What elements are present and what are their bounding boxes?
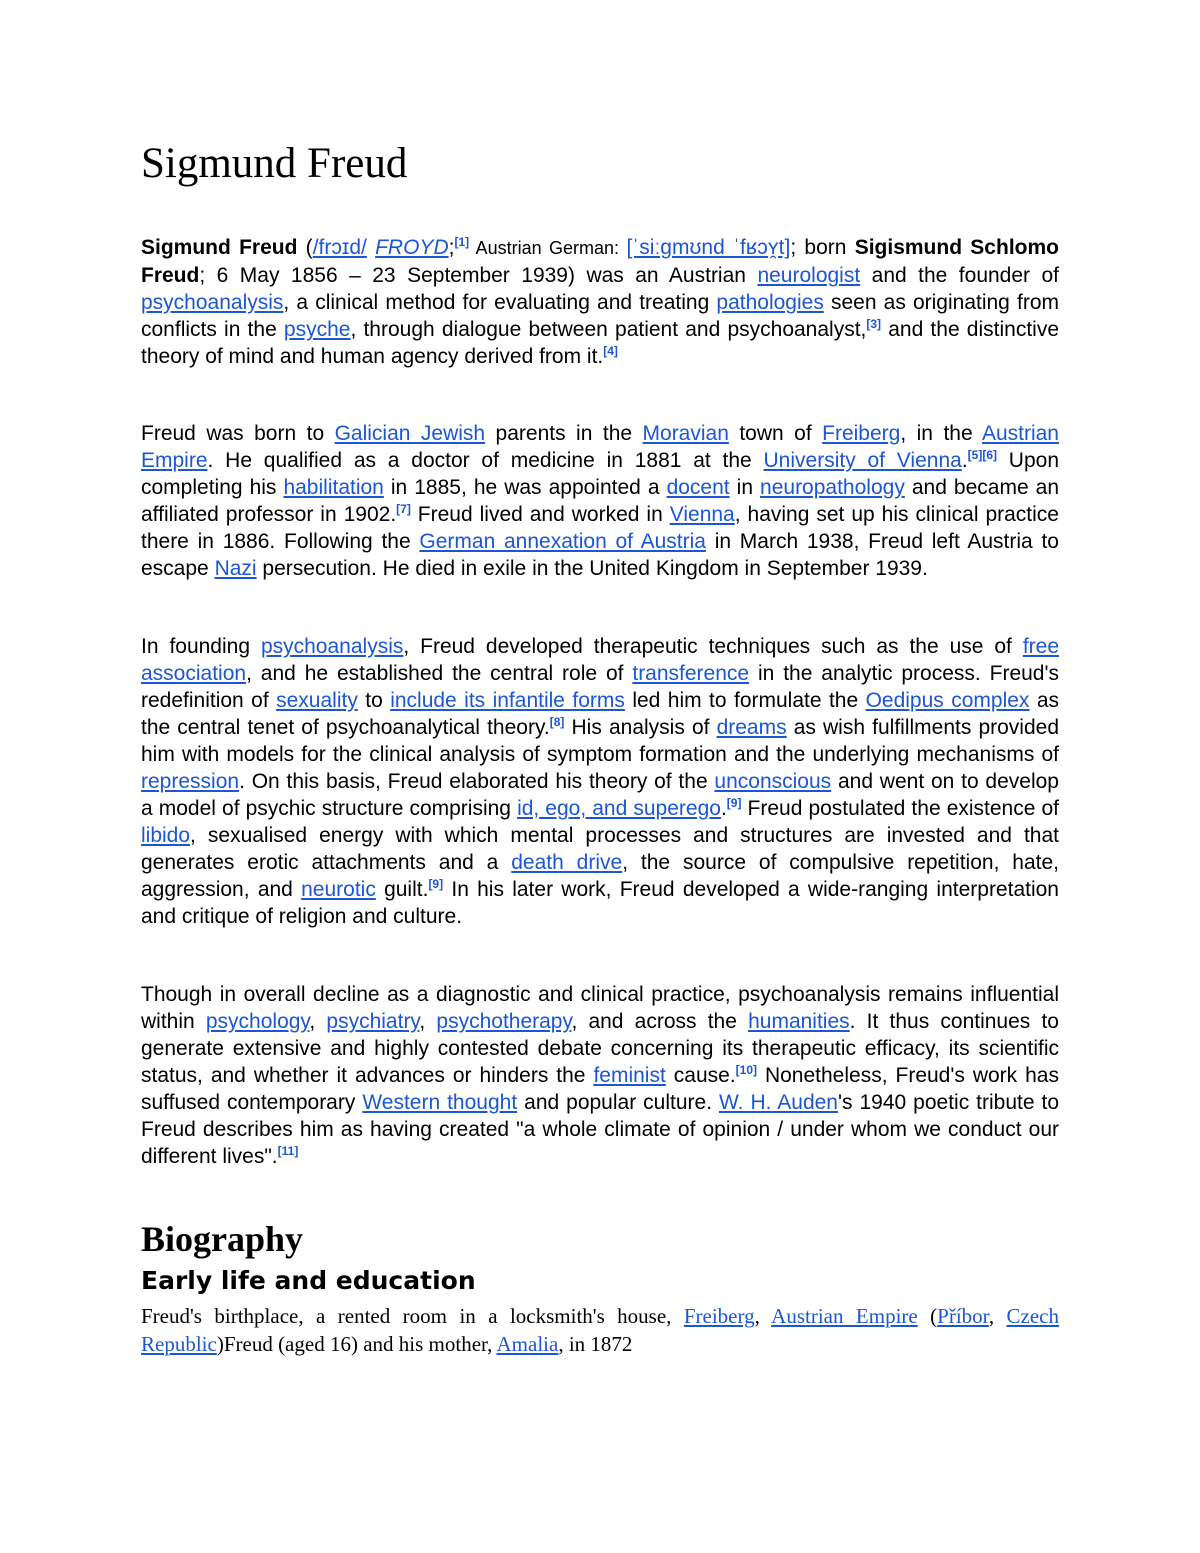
reference-10[interactable] [736,1063,757,1077]
text: led him to formulate the [624,689,866,712]
text: cause. [665,1064,736,1087]
link-neurologist[interactable]: neurologist [757,264,861,287]
text: in the analytic process. Freud's redefinition of [141,662,1059,712]
text: ; born [790,236,855,259]
text: seen as originating from conflicts in the [141,291,1059,341]
reference-9b[interactable] [428,877,443,891]
text: In founding [141,635,261,658]
link-freiberg[interactable]: Freiberg [822,422,901,445]
text: guilt. [375,878,429,901]
text: and went on to develop a model of psychic structure comprising [141,770,1059,820]
birth-paragraph [141,420,1059,582]
reference-link[interactable]: [5][6] [967,448,997,462]
link-id-ego-superego[interactable]: id, ego, and superego [517,797,721,820]
text: , and he established the central role of [246,662,633,685]
link-pathologies[interactable]: pathologies [716,291,824,314]
link-docent[interactable]: docent [666,476,730,499]
link-german-annexation[interactable]: German annexation of Austria [419,530,706,553]
text: persecution. He died in exile in the United Kingdom in September 1939. [256,557,928,580]
text: Upon completing his [141,449,1059,499]
text: , having set up his clinical practice there in 1886. Following the [141,503,1059,553]
link-austrian-empire[interactable]: Austrian Empire [771,1304,918,1328]
text: , a clinical method for evaluating and treating [283,291,717,314]
link-feminist[interactable]: feminist [593,1064,666,1087]
text: , Freud developed therapeutic techniques such as the use of [403,635,1023,658]
link-czech-republic[interactable]: Czech Republic [141,1304,1060,1356]
text: Austrian German: [469,238,627,258]
text: Freud postulated the existence of [741,797,1059,820]
early-life-heading: Early life and education [141,1266,476,1295]
text: )Freud (aged 16) and his mother, [216,1332,497,1356]
bold-birth-name: Sigismund Schlomo Freud [141,236,1059,287]
text: , [754,1304,772,1328]
link-psychoanalysis[interactable]: psychoanalysis [141,291,284,314]
reference-link[interactable]: [8] [549,715,565,729]
link-sexuality[interactable]: sexuality [276,689,358,712]
text: as the central tenet of psychoanalytical theory. [141,689,1060,739]
text: and the founder of [860,264,1060,287]
text: , the source of compulsive repetition, hate, aggression, and [141,851,1059,901]
text: . On this basis, Freud elaborated his theory of the [239,770,715,793]
text: town of [728,422,823,445]
link-humanities[interactable]: humanities [748,1010,850,1033]
reference-8[interactable] [550,715,565,729]
link-nazi[interactable]: Nazi [214,557,257,580]
biography-heading: Biography [141,1219,304,1259]
influence-paragraph [141,981,1059,1170]
reference-link[interactable]: [3] [866,317,882,331]
reference-1[interactable] [454,235,469,249]
text: , [988,1304,1007,1328]
link-oedipus-complex[interactable]: Oedipus complex [865,689,1030,712]
reference-7[interactable] [396,502,411,516]
german-ipa-link[interactable]: [ˈsiːɡmʊnd ˈfʁɔʏ̯t] [626,236,791,259]
text: , [309,1010,327,1033]
text: , and across the [571,1010,749,1033]
reference-3[interactable] [866,317,881,331]
text: and popular culture. [517,1091,719,1114]
link-psyche[interactable]: psyche [283,318,351,341]
text: and the distinctive theory of mind and human agency derived from it. [141,318,1059,368]
intro-paragraph [141,234,1059,370]
text: . [961,449,968,472]
text: and became an affiliated professor in 1902. [141,476,1060,526]
text [367,236,375,259]
text: . [720,797,727,820]
reference-5-6[interactable] [968,448,997,462]
reference-link[interactable]: [11] [277,1144,299,1158]
text: , [419,1010,437,1033]
reference-link[interactable]: [1] [454,235,470,249]
reference-11[interactable] [278,1144,299,1158]
text: as wish fulfillments provided him with models for the clinical analysis of symptom formation and the underlying mechanisms of [141,716,1059,766]
link-unconscious[interactable]: unconscious [714,770,832,793]
reference-link[interactable]: [7] [396,502,411,516]
link-freiberg[interactable]: Freiberg [683,1304,755,1328]
text: to [357,689,391,712]
link-free-association[interactable]: free association [141,635,1059,685]
text: ; 6 May 1856 – 23 September 1939) was an Austrian [199,264,758,287]
page-title: Sigmund Freud [141,140,408,187]
link-university-of-vienna[interactable]: University of Vienna [763,449,962,472]
text: . He qualified as a doctor of medicine in 1881 at the [207,449,764,472]
link-moravian[interactable]: Moravian [642,422,729,445]
psychoanalysis-paragraph [141,633,1059,930]
link-vienna[interactable]: Vienna [669,503,735,526]
link-repression[interactable]: repression [141,770,240,793]
link-amalia[interactable]: Amalia [496,1332,559,1356]
text: , in 1872 [558,1332,633,1356]
link-psychiatry[interactable]: psychiatry [326,1010,420,1033]
text: , through dialogue between patient and psychoanalyst, [350,318,867,341]
link-galician-jewish[interactable]: Galician Jewish [334,422,486,445]
link-psychotherapy[interactable]: psychotherapy [436,1010,572,1033]
text: In his later work, Freud developed a wide-ranging interpretation and critique of religion and culture. [141,878,1059,928]
text: Freud lived and worked in [410,503,670,526]
link-austrian-empire[interactable]: Austrian Empire [141,422,1059,472]
froyd-link[interactable]: FROYD [375,236,449,259]
text: ( [917,1304,938,1328]
reference-link[interactable]: [9] [726,796,742,810]
text: ; [448,236,455,259]
link-transference[interactable]: transference [632,662,750,685]
text: in [729,476,761,499]
link-dreams[interactable]: dreams [716,716,787,739]
link-neurotic[interactable]: neurotic [301,878,376,901]
reference-link[interactable]: [9] [428,877,444,891]
text: in March 1938, Freud left Austria to escape [141,530,1059,580]
text: in 1885, he was appointed a [383,476,667,499]
link-psychoanalysis[interactable]: psychoanalysis [260,635,404,658]
reference-link[interactable]: [4] [603,344,618,358]
link-western-thought[interactable]: Western thought [362,1091,518,1114]
link-psychology[interactable]: psychology [205,1010,310,1033]
reference-4[interactable] [603,344,618,358]
text: Freud was born to [141,422,335,445]
link-habilitation[interactable]: habilitation [283,476,384,499]
link-death-drive[interactable]: death drive [511,851,623,874]
text: Though in overall decline as a diagnostic and clinical practice, psychoanalysis remains influential within [141,983,1059,1033]
text: Nonetheless, Freud's work has suffused contemporary [141,1064,1059,1114]
text: parents in the [485,422,643,445]
link-infantile-forms[interactable]: include its infantile forms [390,689,625,712]
link-wh-auden[interactable]: W. H. Auden [719,1091,838,1114]
text: Freud's birthplace, a rented room in a locksmith's house, [141,1304,684,1328]
link-neuropathology[interactable]: neuropathology [760,476,905,499]
text: His analysis of [564,716,717,739]
ipa-link[interactable]: /frɔɪd/ [312,236,367,259]
reference-link[interactable]: [10] [735,1063,757,1077]
text: ( [297,236,313,259]
text: , in the [900,422,982,445]
text: , sexualised energy with which mental processes and structures are invested and that generates erotic attachments and a [141,824,1059,874]
link-pribor[interactable]: Příbor [937,1304,989,1328]
reference-9[interactable] [727,796,742,810]
link-libido[interactable]: libido [141,824,191,847]
text: 's 1940 poetic tribute to Freud describes him as having created "a whole climate of opinion / under whom we conduct our different lives". [141,1091,1059,1168]
bold-name: Sigmund Freud [141,236,298,259]
text: . It thus continues to generate extensive and highly contested debate concerning its therapeutic efficacy, its scientific status, and whether it advances or hinders the [141,1010,1059,1087]
image-caption [141,1302,1059,1358]
